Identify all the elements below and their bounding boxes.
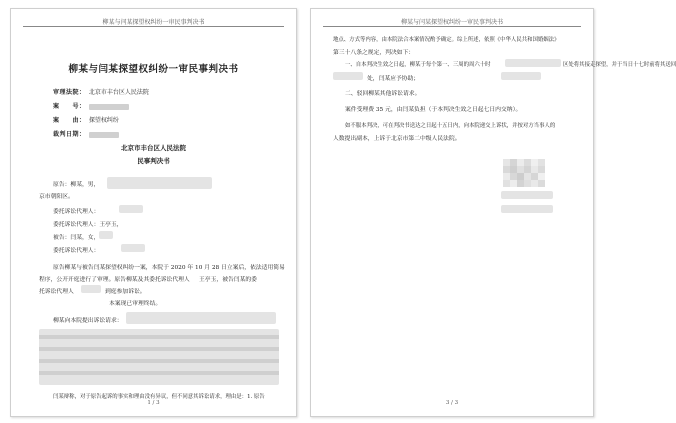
redacted-block bbox=[126, 312, 276, 324]
header-rule bbox=[323, 26, 581, 27]
text-line: 到庭参加诉讼。 bbox=[105, 289, 146, 295]
header-rule bbox=[23, 26, 284, 27]
redacted-block bbox=[501, 72, 541, 80]
text-line: 委托诉讼代理人： bbox=[53, 248, 100, 254]
info-key: 审理法院： bbox=[53, 89, 86, 96]
document-title: 柳某与闫某探望权纠纷一审民事判决书 bbox=[68, 64, 239, 75]
text-line: 区处将其接走探望，并于当日十七时前将其送回 bbox=[563, 62, 676, 68]
redacted-block bbox=[501, 191, 553, 199]
redacted-block bbox=[333, 72, 363, 80]
text-line: 原告：柳某，男， bbox=[53, 182, 100, 188]
text-line: 一、自本判决生效之日起，柳某于每个第一、三周的周六十时 bbox=[345, 62, 491, 68]
redacted-block bbox=[89, 104, 129, 110]
page-header: 柳某与闫某探望权纠纷一审民事判决书 bbox=[102, 19, 205, 26]
text-line: 王亭玉，被告闫某的委 bbox=[199, 277, 257, 283]
court-name: 北京市丰台区人民法院 bbox=[121, 144, 186, 152]
text-line: 程序，公开开庭进行了审理。原告柳某及其委托诉讼代理人 bbox=[39, 277, 190, 283]
page-number: 3 / 3 bbox=[445, 400, 459, 406]
text-line: 柳某向本院提出诉讼请求： bbox=[53, 318, 123, 324]
text-line: 被告：闫某，女， bbox=[53, 235, 100, 241]
text-line: 京市朝阳区。 bbox=[39, 194, 74, 200]
text-line: 处，闫某应予协助； bbox=[367, 76, 420, 82]
info-row-court bbox=[53, 87, 149, 96]
seal-mosaic bbox=[503, 159, 545, 187]
text-line: 本案现已审理终结。 bbox=[109, 301, 162, 307]
text-line: 人数提出副本，上诉于北京市第二中级人民法院。 bbox=[333, 136, 461, 142]
redacted-block bbox=[501, 205, 553, 213]
text-line: 原告柳某与被告闫某探望权纠纷一案，本院于 2020 年 10 月 28 日立案后，依法适用简易 bbox=[53, 265, 285, 271]
text-line: 委托诉讼代理人： bbox=[53, 209, 100, 215]
info-key: 案 由： bbox=[53, 117, 86, 124]
page-number: 1 / 3 bbox=[147, 400, 160, 406]
redacted-paragraph bbox=[39, 329, 279, 385]
text-line: 二、驳回柳某其他诉讼请求。 bbox=[345, 91, 421, 97]
text-line: 托诉讼代理人 bbox=[39, 289, 74, 295]
text-line: 如不服本判决，可在判决书送达之日起十五日内，向本院递交上诉状，并按对方当事人的 bbox=[345, 123, 556, 129]
document-page-1 bbox=[10, 8, 297, 417]
text-line: 闫某辩称，对于原告起诉的事实和理由没有异议，但不同意其诉讼请求，理由是：1. 原告 bbox=[53, 394, 265, 400]
text-line: 地点、方式等内容，由本院法合本案情况酌予确定。综上所述，依照《中华人民共和国婚姻法》 bbox=[333, 37, 560, 43]
text-line: 第三十八条之规定，判决如下： bbox=[333, 50, 415, 56]
redacted-block bbox=[505, 59, 561, 67]
info-key: 案 号： bbox=[53, 103, 86, 110]
redacted-block bbox=[81, 285, 101, 293]
redacted-block bbox=[99, 231, 113, 239]
info-key: 裁判日期： bbox=[53, 131, 86, 138]
redacted-block bbox=[121, 244, 145, 252]
info-row-date bbox=[53, 129, 119, 138]
redacted-block bbox=[119, 205, 143, 213]
info-value: 探望权纠纷 bbox=[88, 117, 119, 124]
document-type: 民事判决书 bbox=[137, 157, 170, 165]
redacted-block bbox=[89, 132, 119, 138]
page-header: 柳某与闫某探望权纠纷一审民事判决书 bbox=[400, 19, 503, 26]
info-value: 北京市丰台区人民法院 bbox=[88, 89, 149, 96]
document-page-2 bbox=[310, 8, 676, 417]
redacted-block bbox=[107, 177, 212, 189]
info-row-case-number bbox=[53, 101, 129, 110]
info-row-cause bbox=[53, 115, 119, 124]
text-line: 案件受理费 35 元，由闫某负担（于本判决生效之日起七日内交纳）。 bbox=[345, 107, 522, 113]
text-line: 委托诉讼代理人：王亭玉， bbox=[53, 222, 123, 228]
